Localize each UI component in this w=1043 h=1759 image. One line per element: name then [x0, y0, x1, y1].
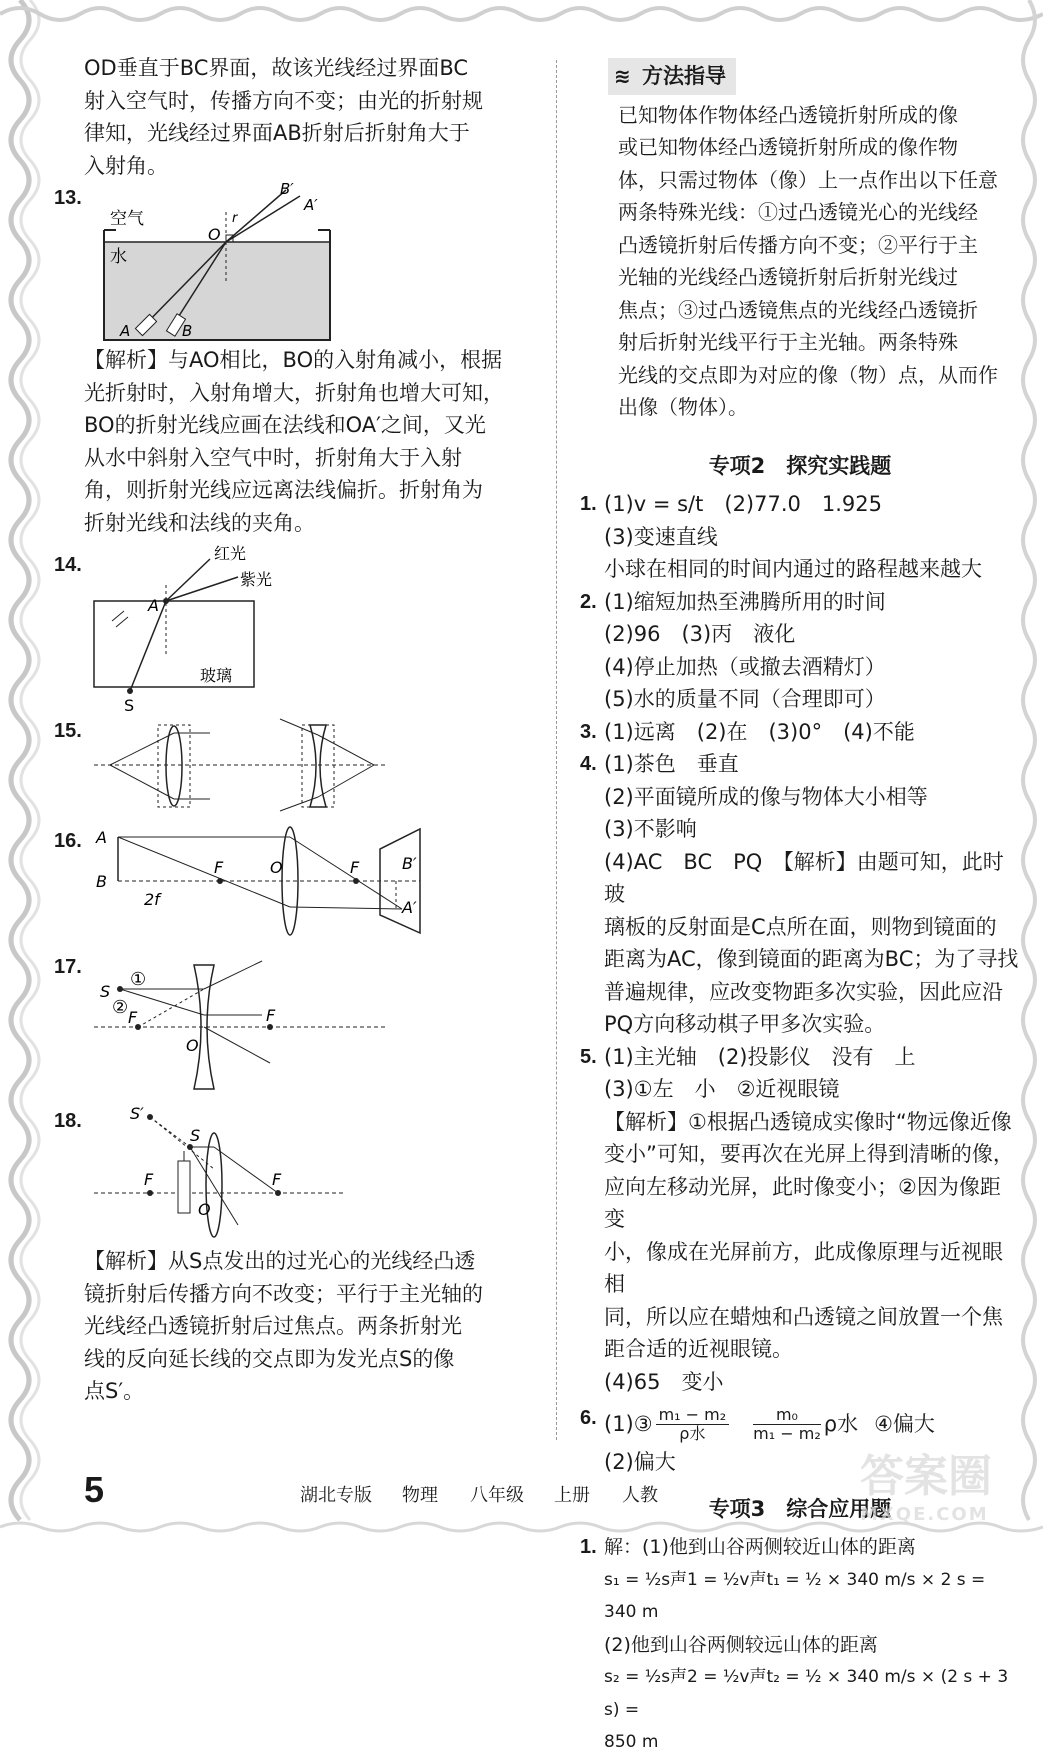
section-2-title: 专项2 探究实践题	[708, 453, 892, 478]
fraction-1-denominator: ρ水	[679, 1423, 706, 1443]
s2-q4-line: (4)AC BC PQ 【解析】由题可知，此时玻	[604, 849, 1004, 906]
section-3-title: 专项3 综合应用题	[708, 1496, 892, 1521]
point-a-14: A	[148, 596, 159, 615]
fraction-1-numerator: m₁ − m₂	[656, 1406, 730, 1425]
focus-f2-17: F	[266, 1006, 276, 1025]
s2-q2	[580, 586, 1020, 716]
method-line: 焦点；③过凸透镜焦点的光线经凸透镜折	[618, 297, 978, 322]
point-a: A	[120, 322, 131, 340]
s2-q1-number: 1.	[580, 493, 597, 515]
point-b-16: B	[96, 872, 107, 891]
intro-line: OD垂直于BC界面，故该光线经过界面BC	[84, 56, 469, 80]
lens-diagram-15	[90, 715, 390, 819]
s2-q2-line: (4)停止加热（或撤去酒精灯）	[604, 654, 886, 679]
s2-q1-line: (3)变速直线	[604, 524, 718, 549]
q18-figure	[54, 1105, 539, 1245]
focus-f1-16: F	[214, 858, 224, 877]
footer-volume: 上册	[554, 1485, 590, 1506]
method-line: 出像（物体）。	[618, 395, 748, 419]
s2-q4-line: (2)平面镜所成的像与物体大小相等	[604, 784, 928, 809]
q14-number: 14.	[54, 554, 82, 576]
method-line: 光线的交点即为对应的像（物）点，从而作	[618, 362, 998, 387]
method-guide-title: 方法指导	[642, 64, 726, 88]
point-b: B	[182, 322, 193, 340]
s2-q4-line: (3)不影响	[604, 817, 697, 841]
s2-q2-line: (5)水的质量不同（合理即可）	[604, 687, 886, 711]
method-guide-header	[608, 58, 736, 95]
fraction-density-2	[753, 1406, 821, 1443]
wave-lines-icon: ≋	[614, 64, 631, 88]
q18-analysis-line: 点S′。	[84, 1379, 145, 1403]
q14-figure	[54, 545, 539, 715]
intro-line: 律知，光线经过界面AB折射后折射角大于	[84, 121, 470, 145]
s3-q1-line: s₂ = ½s声2 = ½v声t₂ = ½ × 340 m/s × (2 s + 3 s) =	[604, 1667, 1009, 1720]
s2-q4-line: (1)茶色 垂直	[604, 752, 739, 776]
air-label: 空气	[110, 209, 144, 229]
method-line: 已知物体作物体经凸透镜折射所成的像	[618, 102, 958, 127]
method-line: 凸透镜折射后传播方向不变；②平行于主	[618, 232, 978, 257]
glass-label: 玻璃	[200, 666, 233, 685]
s2-q5-number: 5.	[580, 1045, 597, 1068]
s2-q5	[580, 1041, 1020, 1399]
q17-number: 17.	[54, 956, 82, 978]
focus-f2-16: F	[350, 858, 360, 877]
q13-figure	[54, 182, 539, 344]
fraction-density-1	[656, 1406, 730, 1443]
s3-q1-line: 850 m	[604, 1732, 659, 1752]
point-a-16: A	[96, 828, 107, 847]
method-line: 光轴的光线经凸透镜折射后折射光线过	[618, 265, 958, 289]
q15-figure	[54, 715, 539, 819]
center-o-18: O	[198, 1200, 211, 1219]
s2-q3-number: 3.	[580, 720, 597, 743]
q13-analysis-line: 折射光线和法线的夹角。	[84, 510, 315, 535]
s2-q4	[580, 748, 1020, 1041]
page-border-left	[0, 0, 46, 1536]
s2-q2-line: (2)96 (3)丙 液化	[604, 622, 796, 646]
q13-analysis-line: 从水中斜射入空气中时，折射角大于入射	[84, 445, 462, 470]
column-divider	[556, 60, 557, 1440]
method-line: 射后折射光线平行于主光轴。两条特殊	[618, 330, 958, 354]
s2-q6-prefix: (1)③	[604, 1411, 653, 1436]
q18-analysis-line: 光线经凸透镜折射后过焦点。两条折射光	[84, 1314, 462, 1338]
footer-grade: 八年级	[470, 1485, 524, 1506]
s2-q5-line: (1)主光轴 (2)投影仪 没有 上	[604, 1044, 916, 1069]
rho-water: ρ水	[823, 1411, 859, 1436]
q16-number: 16.	[54, 830, 82, 852]
s2-q3-line: (1)远离 (2)在 (3)0° (4)不能	[604, 719, 915, 744]
lens-diagram-16	[90, 825, 450, 945]
focus-f2-18: F	[272, 1170, 282, 1189]
s2-q6-number: 6.	[580, 1407, 597, 1429]
s2-q4-line: 距离为AC，像到镜面的距离为BC；为了寻找	[604, 947, 1019, 971]
page-number: 5	[84, 1469, 105, 1510]
red-light-label: 红光	[214, 545, 247, 563]
s2-q5-line: 距合适的近视眼镜。	[604, 1337, 793, 1361]
point-s-18: S	[190, 1126, 201, 1145]
method-guide-body	[580, 99, 1020, 424]
q18-analysis-line: 镜折射后传播方向不改变；平行于主光轴的	[84, 1281, 483, 1306]
angle-r: r	[232, 211, 238, 226]
method-line: 两条特殊光线：①过凸透镜光心的光线经	[618, 200, 978, 224]
footer-subject: 物理	[402, 1485, 438, 1506]
focus-f1-18: F	[144, 1170, 154, 1189]
s2-q1	[580, 488, 1020, 586]
s2-q5-line: 变小”可知，要再次在光屏上得到清晰的像，	[604, 1142, 1014, 1166]
s2-q2-line: (1)缩短加热至沸腾所用的时间	[604, 589, 886, 614]
point-o: O	[208, 225, 221, 244]
q17-figure	[54, 951, 539, 1101]
s3-q1-line: s₁ = ½s声1 = ½v声t₁ = ½ × 340 m/s × 2 s = 340 m	[604, 1569, 986, 1622]
watermark-main: 答案圈	[860, 1451, 992, 1502]
image-a-prime: A′	[402, 898, 417, 917]
s2-q5-line: 同，所以应在蜡烛和凸透镜之间放置一个焦	[604, 1304, 1003, 1329]
page-border-top	[0, 0, 1043, 30]
q18-analysis-line: 线的反向延长线的交点即为发光点S的像	[84, 1346, 455, 1371]
s2-q3	[580, 716, 1020, 749]
violet-light-label: 紫光	[240, 570, 273, 589]
s2-q5-line: (3)①左 小 ②近视眼镜	[604, 1077, 840, 1101]
s2-q4-line: 璃板的反射面是C点所在面，则物到镜面的	[604, 914, 997, 939]
s2-q4-number: 4.	[580, 753, 597, 775]
two-f-label: 2f	[144, 890, 160, 909]
s2-q4-line: PQ方向移动棋子甲多次实验。	[604, 1012, 886, 1036]
s3-q1-line: (2)他到山谷两侧较远山体的距离	[604, 1633, 878, 1656]
s2-q6-suffix: ④偏大	[874, 1411, 935, 1436]
s2-q2-number: 2.	[580, 590, 597, 613]
left-column	[54, 52, 539, 1408]
s2-q6-line2: (2)偏大	[604, 1450, 676, 1474]
q13-number: 13.	[54, 187, 82, 209]
q15-number: 15.	[54, 720, 82, 742]
q18-analysis-line: 【解析】从S点发出的过光心的光线经凸透	[84, 1249, 476, 1273]
ray-2-label: ②	[112, 997, 129, 1018]
s2-q1-line: 小球在相同的时间内通过的路程越来越大	[604, 557, 982, 581]
point-a-prime: A′	[304, 196, 318, 214]
q13-analysis-line: BO的折射光线应画在法线和OA′之间，又光	[84, 413, 486, 437]
q16-figure	[54, 825, 539, 945]
center-o-17: O	[186, 1036, 199, 1055]
s2-q4-line: 普遍规律，应改变物距多次实验，因此应沿	[604, 979, 1003, 1004]
watermark-logo	[860, 1440, 1030, 1525]
page-footer	[84, 1469, 944, 1515]
water-label: 水	[110, 247, 127, 267]
focus-f1-17: F	[128, 1008, 138, 1027]
s2-q5-line: 应向左移动光屏，此时像变小；②因为像距变	[604, 1174, 1001, 1231]
footer-edition: 湖北专版	[300, 1485, 372, 1506]
s3-q1-number: 1.	[580, 1536, 597, 1558]
fraction-2-numerator: m₀	[753, 1406, 821, 1425]
lens-diagram-17	[90, 951, 390, 1101]
ray-1-label: ①	[130, 969, 147, 990]
point-s-14: S	[124, 696, 135, 715]
point-b-prime: B′	[280, 182, 294, 198]
s3-q1	[580, 1531, 1020, 1759]
refraction-diagram-13	[100, 182, 390, 344]
s2-q5-line: (4)65 变小	[604, 1369, 724, 1394]
method-line: 体，只需过物体（像）上一点作出以下任意	[618, 167, 998, 192]
lens-diagram-18	[90, 1105, 350, 1245]
image-b-prime: B′	[402, 854, 417, 873]
intro-line: 射入空气时，传播方向不变；由光的折射规	[84, 88, 483, 113]
intro-line: 入射角。	[84, 153, 168, 178]
s3-q1-line: 解：(1)他到山谷两侧较近山体的距离	[604, 1536, 916, 1558]
s2-q1-line: (1)v = s/t (2)77.0 1.925	[604, 492, 882, 516]
watermark-sub: MXQE.COM	[860, 1504, 989, 1525]
footer-publisher: 人教	[622, 1485, 658, 1506]
q13-analysis-line: 光折射时，入射角增大，折射角也增大可知，	[84, 380, 504, 405]
method-line: 或已知物体经凸透镜折射所成的像作物	[618, 135, 958, 159]
q18-number: 18.	[54, 1110, 82, 1132]
point-s-17: S	[100, 982, 111, 1001]
q13-analysis-line: 【解析】与AO相比，BO的入射角减小，根据	[84, 348, 503, 372]
s2-q5-line: 小，像成在光屏前方，此成像原理与近视眼相	[604, 1239, 1003, 1296]
center-o-16: O	[270, 858, 283, 877]
fraction-2-denominator: m₁ − m₂	[753, 1423, 821, 1443]
image-s-prime: S′	[130, 1105, 144, 1123]
s2-q5-line: 【解析】①根据凸透镜成实像时“物远像近像	[604, 1109, 1012, 1134]
glass-refraction-diagram	[90, 545, 340, 715]
q13-analysis-line: 角，则折射光线应远离法线偏折。折射角为	[84, 478, 483, 502]
